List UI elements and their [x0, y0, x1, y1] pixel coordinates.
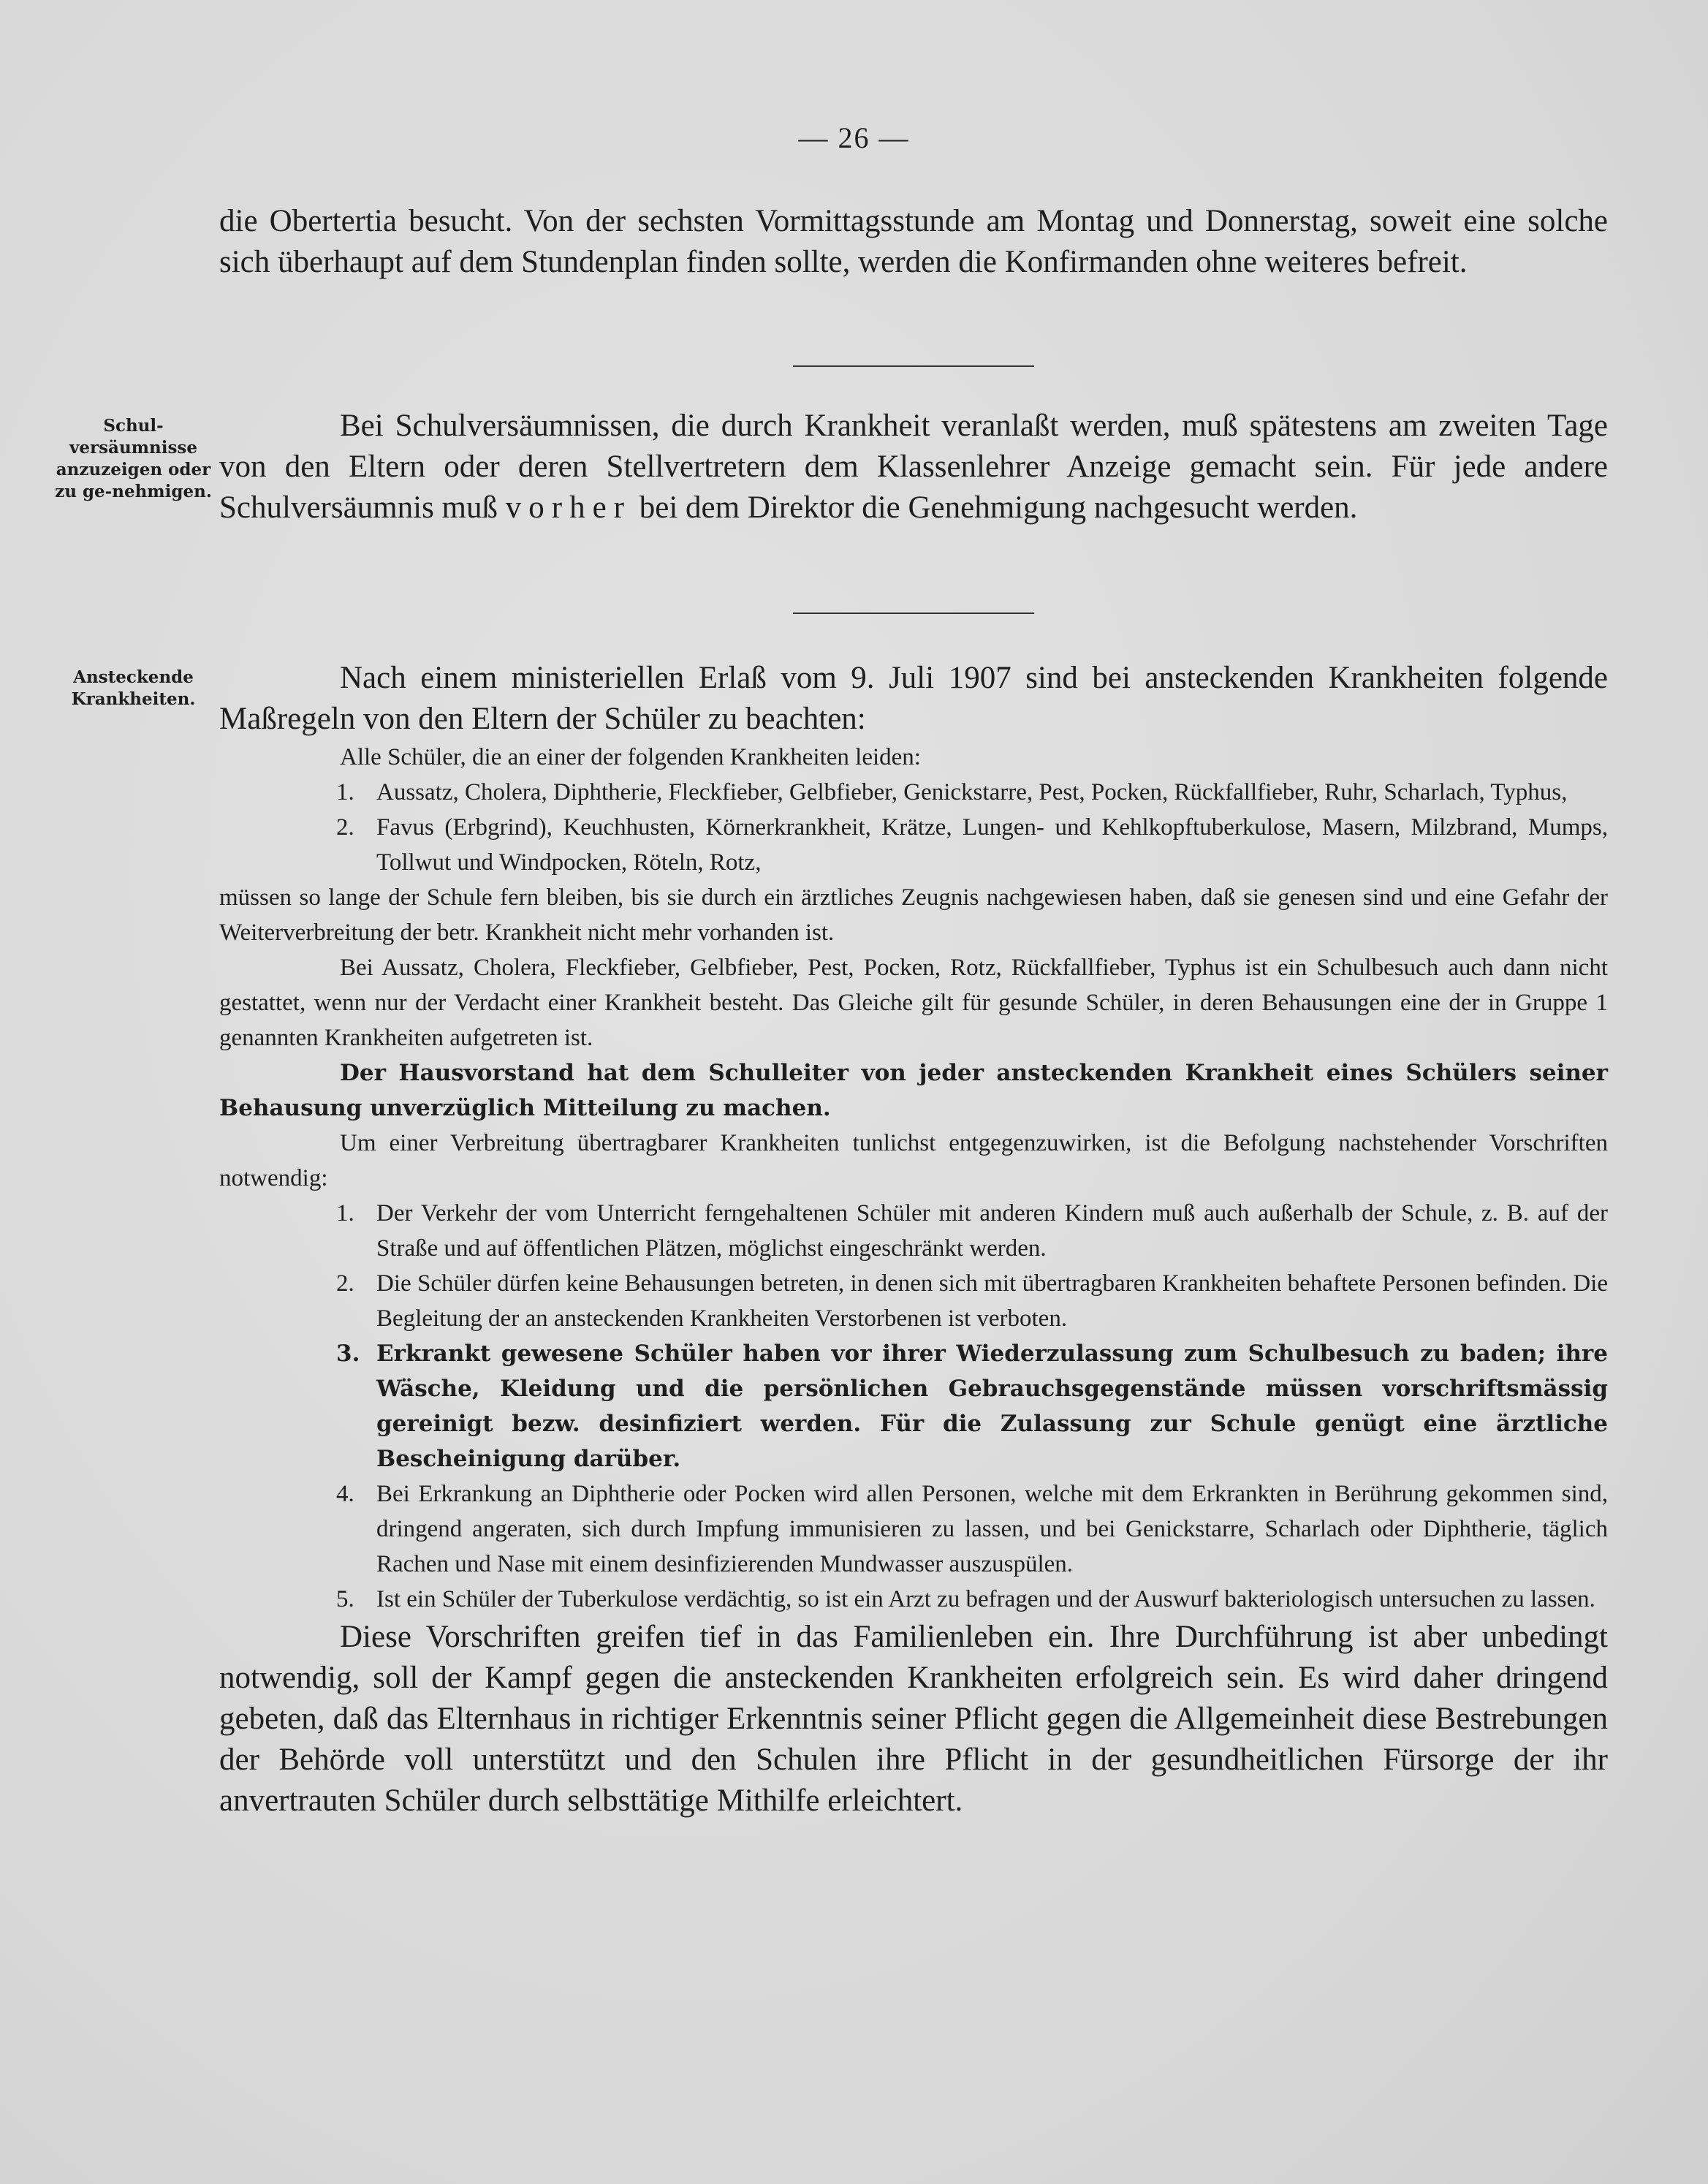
section-ansteckende-krankheiten: [219, 658, 1608, 1821]
paragraph-schluss: Diese Vorschriften greifen tief in das Familienleben ein. Ihre Durchführung ist aber unbedingt notwendig, soll der Kampf gegen die ansteckenden Krankheiten erfolgreich sein. Es wird daher dringend gebeten, daß das Elternhaus in richtiger Erkenntnis seiner Pflicht gegen die Allgemeinheit diese Bestrebungen der Behörde voll unterstützt und den Schulen ihre Pflicht in der gesundheitlichen Fürsorge der ihr anvertrauten Schüler durch selbsttätige Mithilfe erleichtert.: [219, 1620, 1608, 1818]
section-divider: [793, 365, 1034, 367]
paragraph-verbreitung: Um einer Verbreitung übertragbarer Krankheiten tunlichst entgegenzuwirken, ist die Befolgung nachstehender Vorschriften notwendig:: [219, 1130, 1608, 1191]
paragraph-erlass: Nach einem ministeriellen Erlaß vom 9. Juli 1907 sind bei ansteckenden Krankheiten folgende Maßregeln von den Eltern der Schüler zu beachten:: [219, 661, 1608, 736]
list-number: 4.: [336, 1481, 354, 1507]
list-text: Erkrankt gewesene Schüler haben vor ihrer Wiederzulassung zum Schulbesuch zu baden; ihre Wäsche, Kleidung und die persönlichen Gebrauchsgegenstände müssen vorschriftsmässig gereinigt bezw. desinfiziert werden. Für die Zulassung zur Schule genügt eine ärztliche Bescheinigung darüber.: [376, 1341, 1608, 1472]
margin-note-ansteckende-krankheiten: Ansteckende Krankheiten.: [71, 667, 196, 709]
regulations-block: [219, 740, 1608, 1617]
list-text: Favus (Erbgrind), Keuchhusten, Körnerkrankheit, Krätze, Lungen- und Kehlkopftuberkulose, Masern, Milzbrand, Mumps, Tollwut und Windpocken, Röteln, Rotz,: [376, 814, 1608, 876]
list-item: [219, 775, 1608, 810]
list-item: [219, 1582, 1608, 1617]
list-text: Aussatz, Cholera, Diphtherie, Fleckfieber, Gelbfieber, Genickstarre, Pest, Pocken, Rückfallfieber, Ruhr, Scharlach, Typhus,: [376, 779, 1568, 805]
list-text: Bei Erkrankung an Diphtherie oder Pocken wird allen Personen, welche mit dem Erkrankten in Berührung gekommen sind, dringend angeraten, sich durch Impfung immunisieren zu lassen, und bei Genickstarre, Scharlach oder Diphtherie, täglich Rachen und Nase mit einem desinfizierenden Mundwasser auszuspülen.: [376, 1481, 1608, 1577]
section-divider: [793, 613, 1034, 614]
disease-groups-list: [219, 775, 1608, 880]
paragraph-versaeumnisse-text: [219, 406, 1608, 528]
emphasis-vorher: vorher: [505, 490, 631, 525]
list-item: [219, 1266, 1608, 1336]
paragraph-hausvorstand: Der Hausvorstand hat dem Schulleiter von jeder ansteckenden Krankheit eines Schülers seiner Behausung unverzüglich Mitteilung zu machen.: [219, 1060, 1608, 1121]
paragraph-intro-text: die Obertertia besucht. Von der sechsten Vormittagsstunde am Montag und Donnerstag, soweit eine solche sich überhaupt auf dem Stundenplan finden sollte, werden die Konfirmanden ohne weiteres befreit.: [219, 204, 1608, 279]
list-item: [219, 1196, 1608, 1266]
list-number: 5.: [336, 1586, 354, 1612]
versaeumnisse-text-b: bei dem Direktor die Genehmigung nachgesucht werden.: [639, 490, 1358, 525]
rules-list: [219, 1196, 1608, 1617]
page-number: — 26 —: [798, 121, 910, 154]
list-number: 3.: [336, 1341, 360, 1367]
list-number: 1.: [336, 1200, 354, 1226]
list-item: [219, 1476, 1608, 1582]
paragraph-muessen: müssen so lange der Schule fern bleiben, bis sie durch ein ärztliches Zeugnis nachgewiesen haben, daß sie genesen sind und eine Gefahr der Weiterverbreitung der betr. Krankheit nicht mehr vorhanden ist.: [219, 884, 1608, 946]
paragraph-alle-schueler: Alle Schüler, die an einer der folgenden Krankheiten leiden:: [340, 744, 921, 770]
paragraph-intro: [219, 201, 1608, 283]
paragraph-aussatz: Bei Aussatz, Cholera, Fleckfieber, Gelbfieber, Pest, Pocken, Rotz, Rückfallfieber, Typhus ist ein Schulbesuch auch dann nicht gestattet, wenn nur der Verdacht einer Krankheit besteht. Das Gleiche gilt für gesunde Schüler, in deren Behausungen eine der in Gruppe 1 genannten Krankheiten aufgetreten ist.: [219, 955, 1608, 1051]
list-text: Der Verkehr der vom Unterricht ferngehaltenen Schüler mit anderen Kindern muß auch außerhalb der Schule, z. B. auf der Straße und auf öffentlichen Plätzen, möglichst eingeschränkt werden.: [376, 1200, 1608, 1262]
versaeumnisse-text-a: Bei Schulversäumnissen, die durch Krankheit veranlaßt werden, muß spätestens am zweiten Tage von den Eltern oder deren Stellvertretern dem Klassenlehrer Anzeige gemacht sein. Für jede andere Schulversäumnis muß: [219, 409, 1608, 525]
list-item: [219, 1336, 1608, 1476]
list-item: [219, 810, 1608, 880]
margin-note-schulversaeumnisse: Schul-versäumnisse anzuzeigen oder zu ge-nehmigen.: [55, 416, 212, 501]
list-text: Ist ein Schüler der Tuberkulose verdächtig, so ist ein Arzt zu befragen und der Auswurf bakteriologisch untersuchen zu lassen.: [376, 1586, 1595, 1612]
list-number: 1.: [336, 779, 354, 805]
list-number: 2.: [336, 1270, 354, 1297]
list-text: Die Schüler dürfen keine Behausungen betreten, in denen sich mit übertragbaren Krankheiten behaftete Personen befinden. Die Begleitung der an ansteckenden Krankheiten Verstorbenen ist verboten.: [376, 1270, 1608, 1332]
list-number: 2.: [336, 814, 354, 841]
paragraph-versaeumnisse: [219, 406, 1608, 528]
